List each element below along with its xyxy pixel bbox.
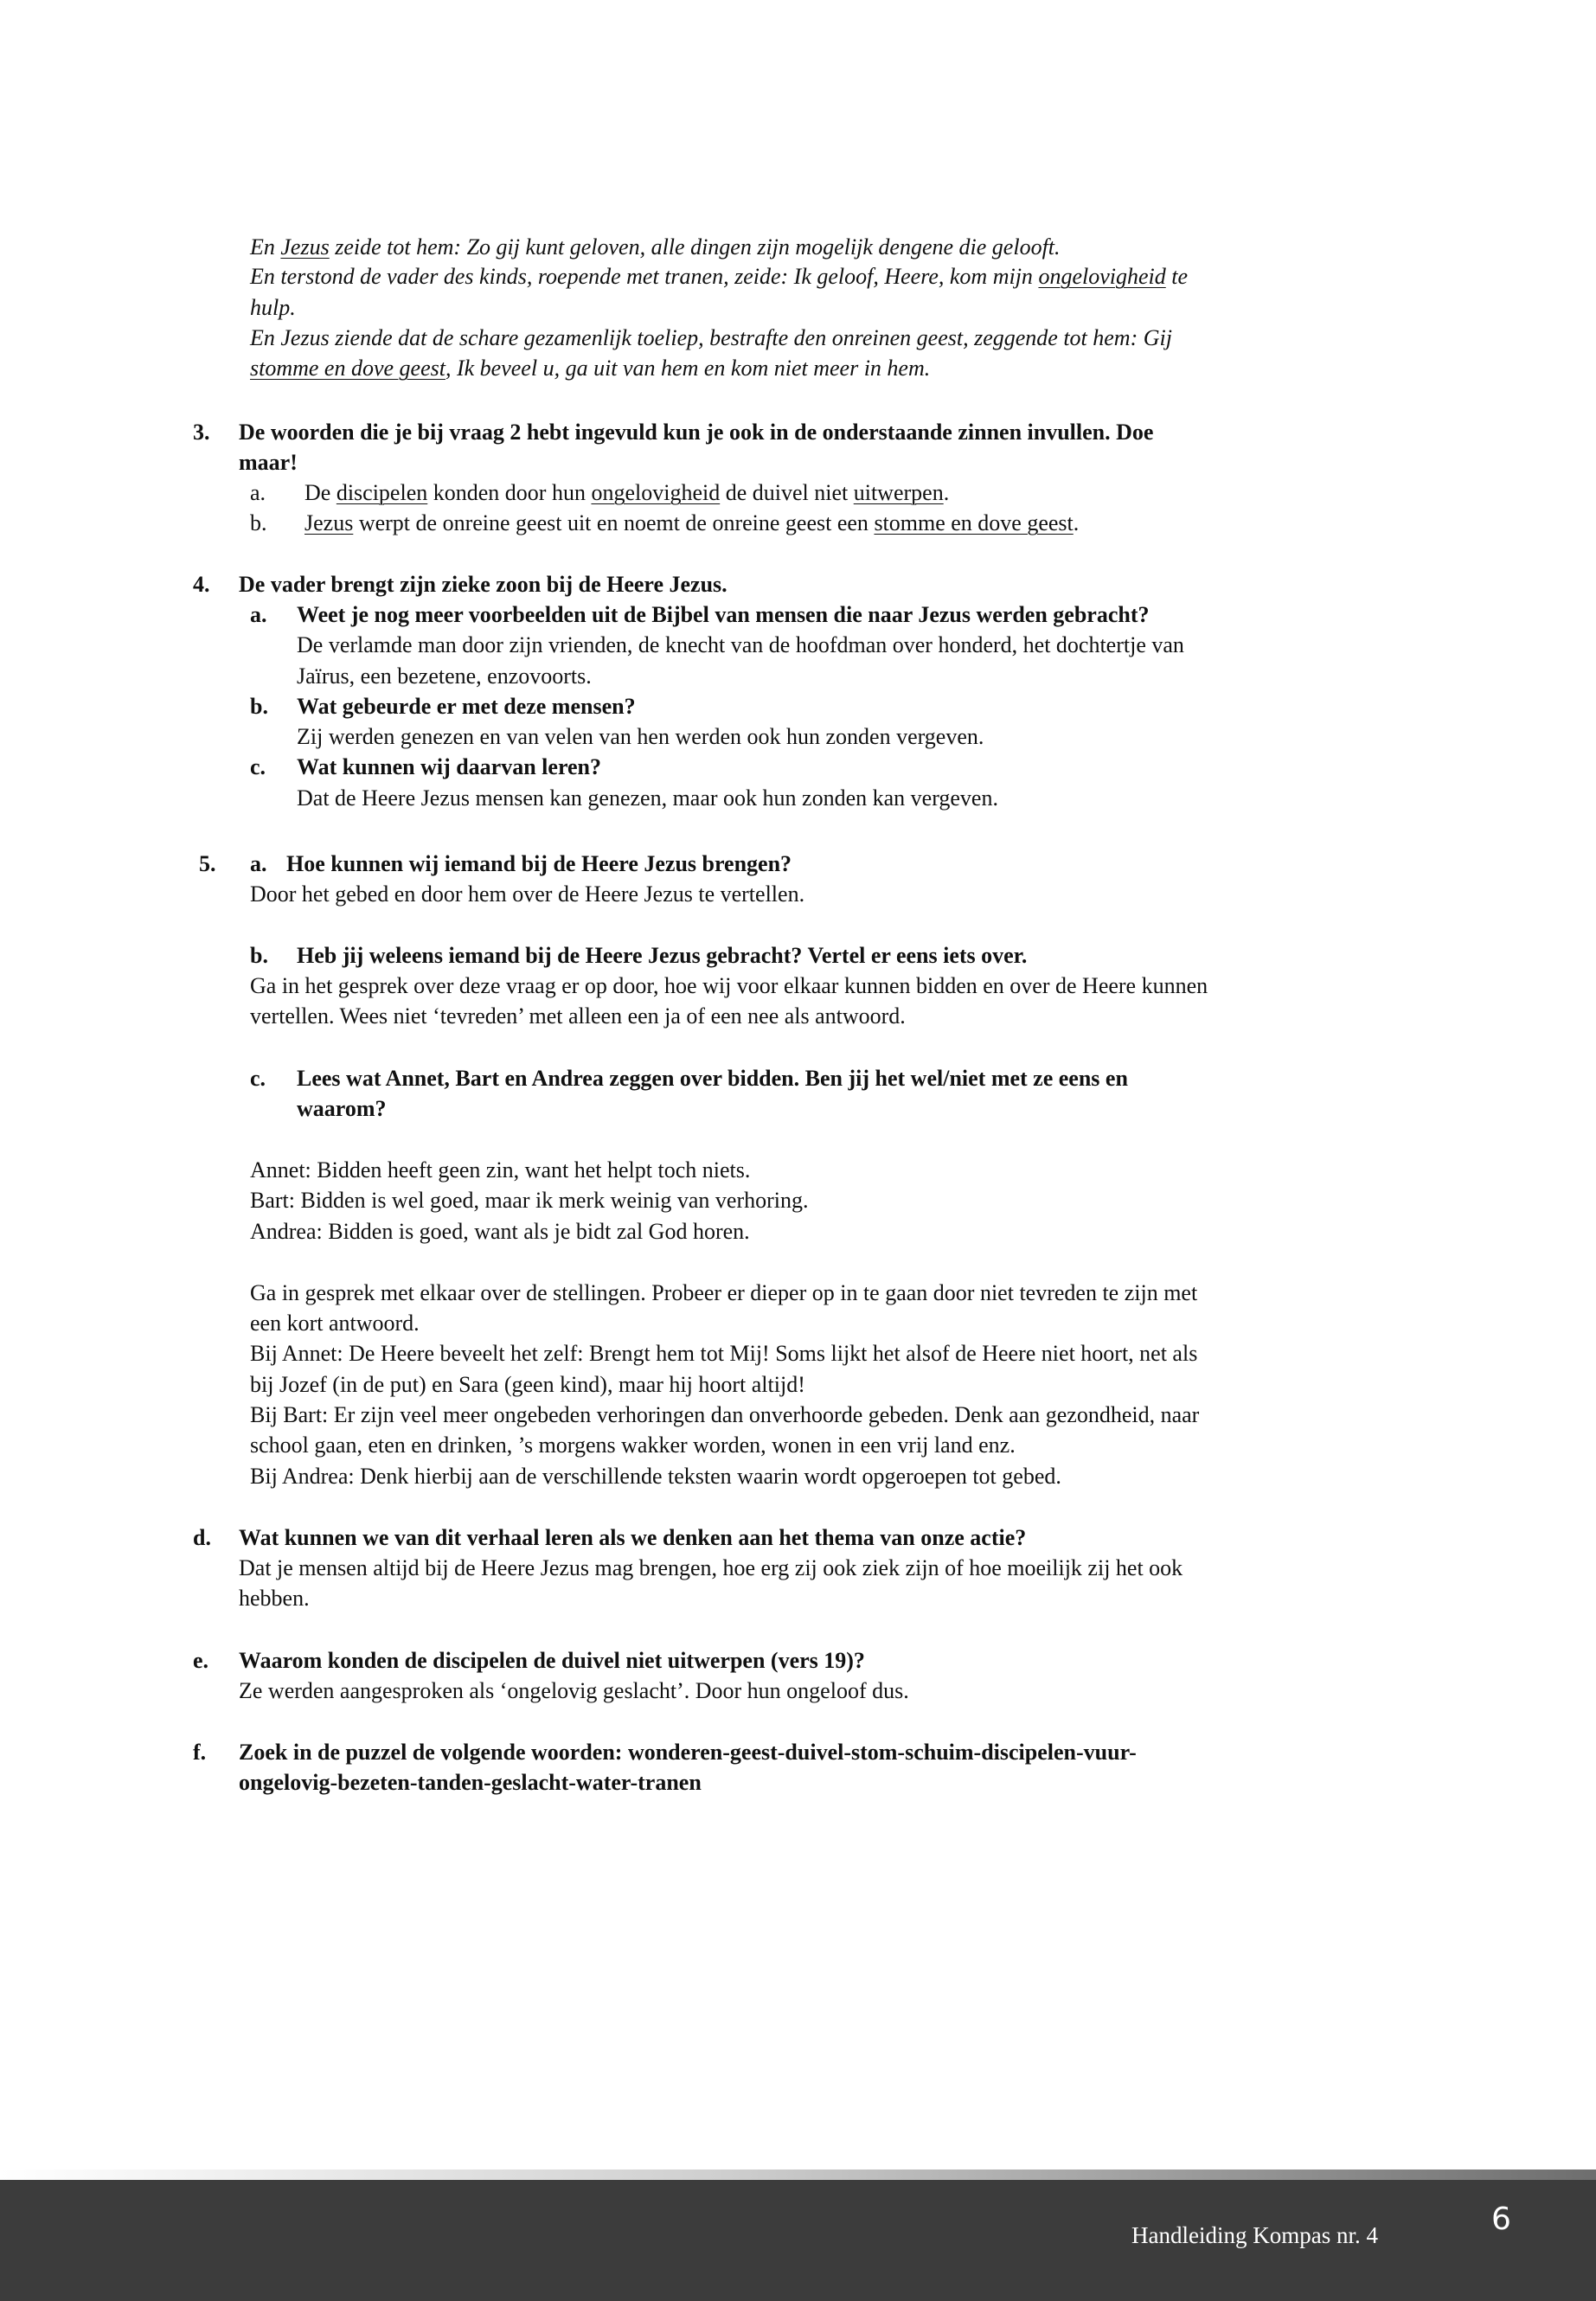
- bible-line-2-pre: En terstond de vader des kinds, roepende met tranen, zeide: Ik geloof, Heere, kom mijn: [250, 264, 1039, 289]
- q5-d-answer-line-2: hebben.: [239, 1586, 310, 1611]
- footer-title: Handleiding Kompas nr. 4: [1131, 2222, 1378, 2248]
- q3-a-text-4: .: [943, 480, 950, 505]
- q3-a-marker: a.: [250, 480, 266, 505]
- bible-line-1-post: zeide tot hem: Zo gij kunt geloven, alle dingen zijn mogelijk dengene die gelooft.: [329, 234, 1061, 260]
- bij-bart-line-1: Bij Bart: Er zijn veel meer ongebeden verhoringen dan onverhoorde gebeden. Denk aan gezondheid, naar: [250, 1402, 1200, 1427]
- q3-number: 3.: [193, 420, 210, 445]
- underlined-word-ongelovigheid: ongelovigheid: [1038, 264, 1166, 289]
- q5-e-answer: Ze werden aangesproken als ‘ongelovig geslacht’. Door hun ongeloof dus.: [239, 1678, 909, 1703]
- q4-c-question: Wat kunnen wij daarvan leren?: [297, 754, 602, 779]
- statement-bart: Bart: Bidden is wel goed, maar ik merk weinig van verhoring.: [250, 1188, 809, 1213]
- q3-question-line-1: De woorden die je bij vraag 2 hebt ingevuld kun je ook in de onderstaande zinnen invullen. Doe: [239, 420, 1154, 445]
- bible-line-1: [250, 232, 1061, 263]
- blank-ongelovigheid: ongelovigheid: [591, 480, 721, 505]
- q4-a-answer-line-1: De verlamde man door zijn vrienden, de knecht van de hoofdman over honderd, het dochtertje van: [297, 632, 1184, 657]
- bible-line-4: En Jezus ziende dat de schare gezamenlijk toeliep, bestrafte den onreinen geest, zeggende tot hem: Gij: [250, 325, 1172, 350]
- bible-line-5: [250, 353, 930, 384]
- q3-a-text-1: De: [304, 480, 337, 505]
- underlined-word-jezus: Jezus: [280, 234, 330, 260]
- q5-b-marker: b.: [250, 943, 268, 968]
- q4-title: De vader brengt zijn zieke zoon bij de Heere Jezus.: [239, 572, 727, 597]
- q5-a-marker: a.: [250, 851, 267, 876]
- q5-c-marker: c.: [250, 1066, 266, 1091]
- q3-b-text-2: .: [1073, 510, 1080, 535]
- discussion-line-2: een kort antwoord.: [250, 1311, 420, 1336]
- q5-e-marker: e.: [193, 1648, 209, 1673]
- page-number: 6: [1491, 2202, 1511, 2237]
- q5-b-question: Heb jij weleens iemand bij de Heere Jezus gebracht? Vertel er eens iets over.: [297, 943, 1028, 968]
- q5-d-marker: d.: [193, 1525, 211, 1550]
- q5-b-answer-line-2: vertellen. Wees niet ‘tevreden’ met alleen een ja of een nee als antwoord.: [250, 1003, 906, 1029]
- q4-c-answer: Dat de Heere Jezus mensen kan genezen, maar ook hun zonden kan vergeven.: [297, 785, 998, 811]
- bij-annet-line-1: Bij Annet: De Heere beveelt het zelf: Brengt hem tot Mij! Soms lijkt het alsof de Heere niet hoort, net als: [250, 1341, 1198, 1366]
- blank-stomme-en-dove-geest: stomme en dove geest: [874, 510, 1074, 535]
- q5-f-question-line-2: ongelovig-bezeten-tanden-geslacht-water-tranen: [239, 1770, 702, 1795]
- underlined-phrase-stomme-en-dove-geest: stomme en dove geest: [250, 356, 445, 381]
- bible-line-5-post: , Ik beveel u, ga uit van hem en kom niet meer in hem.: [445, 356, 931, 381]
- q3-question-line-2: maar!: [239, 450, 298, 475]
- q4-c-marker: c.: [250, 754, 266, 779]
- q4-a-marker: a.: [250, 602, 267, 627]
- q5-f-question-line-1: Zoek in de puzzel de volgende woorden: wonderen-geest-duivel-stom-schuim-discipelen-vuur-: [239, 1740, 1137, 1765]
- q5-number: 5.: [199, 851, 216, 876]
- bible-line-2: [250, 261, 1188, 292]
- q5-f-marker: f.: [193, 1740, 207, 1765]
- q3-a-text-2: konden door hun: [427, 480, 592, 505]
- q4-a-answer-line-2: Jaïrus, een bezetene, enzovoorts.: [297, 663, 592, 689]
- q4-a-question: Weet je nog meer voorbeelden uit de Bijbel van mensen die naar Jezus werden gebracht?: [297, 602, 1150, 627]
- bij-annet-line-2: bij Jozef (in de put) en Sara (geen kind), maar hij hoort altijd!: [250, 1372, 805, 1397]
- q5-c-question-line-2: waarom?: [297, 1096, 387, 1121]
- q3-a-sentence: [304, 478, 949, 509]
- bible-line-3: hulp.: [250, 295, 296, 320]
- bible-line-1-pre: En: [250, 234, 281, 260]
- q4-b-question: Wat gebeurde er met deze mensen?: [297, 694, 636, 719]
- statement-andrea: Andrea: Bidden is goed, want als je bidt zal God horen.: [250, 1219, 750, 1244]
- q5-d-question: Wat kunnen we van dit verhaal leren als we denken aan het thema van onze actie?: [239, 1525, 1027, 1550]
- q5-d-answer-line-1: Dat je mensen altijd bij de Heere Jezus mag brengen, hoe erg zij ook ziek zijn of hoe moeilijk zij het ook: [239, 1555, 1183, 1580]
- bij-bart-line-2: school gaan, eten en drinken, ’s morgens wakker worden, wonen in een vrij land enz.: [250, 1433, 1016, 1458]
- q5-b-answer-line-1: Ga in het gesprek over deze vraag er op door, hoe wij voor elkaar kunnen bidden en over de Heere kunnen: [250, 973, 1208, 998]
- blank-discipelen: discipelen: [336, 480, 428, 505]
- bij-andrea: Bij Andrea: Denk hierbij aan de verschillende teksten waarin wordt opgeroepen tot gebed.: [250, 1464, 1061, 1489]
- q3-b-text-1: werpt de onreine geest uit en noemt de onreine geest een: [353, 510, 875, 535]
- q5-e-question: Waarom konden de discipelen de duivel niet uitwerpen (vers 19)?: [239, 1648, 865, 1673]
- q5-a-question: Hoe kunnen wij iemand bij de Heere Jezus brengen?: [286, 851, 792, 876]
- q3-b-marker: b.: [250, 510, 267, 535]
- q4-b-answer: Zij werden genezen en van velen van hen werden ook hun zonden vergeven.: [297, 724, 984, 749]
- discussion-line-1: Ga in gesprek met elkaar over de stellingen. Probeer er dieper op in te gaan door niet tevreden te zijn met: [250, 1280, 1198, 1305]
- blank-jezus: Jezus: [304, 510, 354, 535]
- q5-a-answer: Door het gebed en door hem over de Heere Jezus te vertellen.: [250, 881, 805, 907]
- blank-uitwerpen: uitwerpen: [853, 480, 944, 505]
- bible-line-2-post: te: [1165, 264, 1188, 289]
- q3-a-text-3: de duivel niet: [720, 480, 854, 505]
- q5-c-question-line-1: Lees wat Annet, Bart en Andrea zeggen over bidden. Ben jij het wel/niet met ze eens en: [297, 1066, 1128, 1091]
- q3-b-sentence: [304, 508, 1079, 539]
- q4-b-marker: b.: [250, 694, 268, 719]
- statement-annet: Annet: Bidden heeft geen zin, want het helpt toch niets.: [250, 1157, 751, 1183]
- q4-number: 4.: [193, 572, 210, 597]
